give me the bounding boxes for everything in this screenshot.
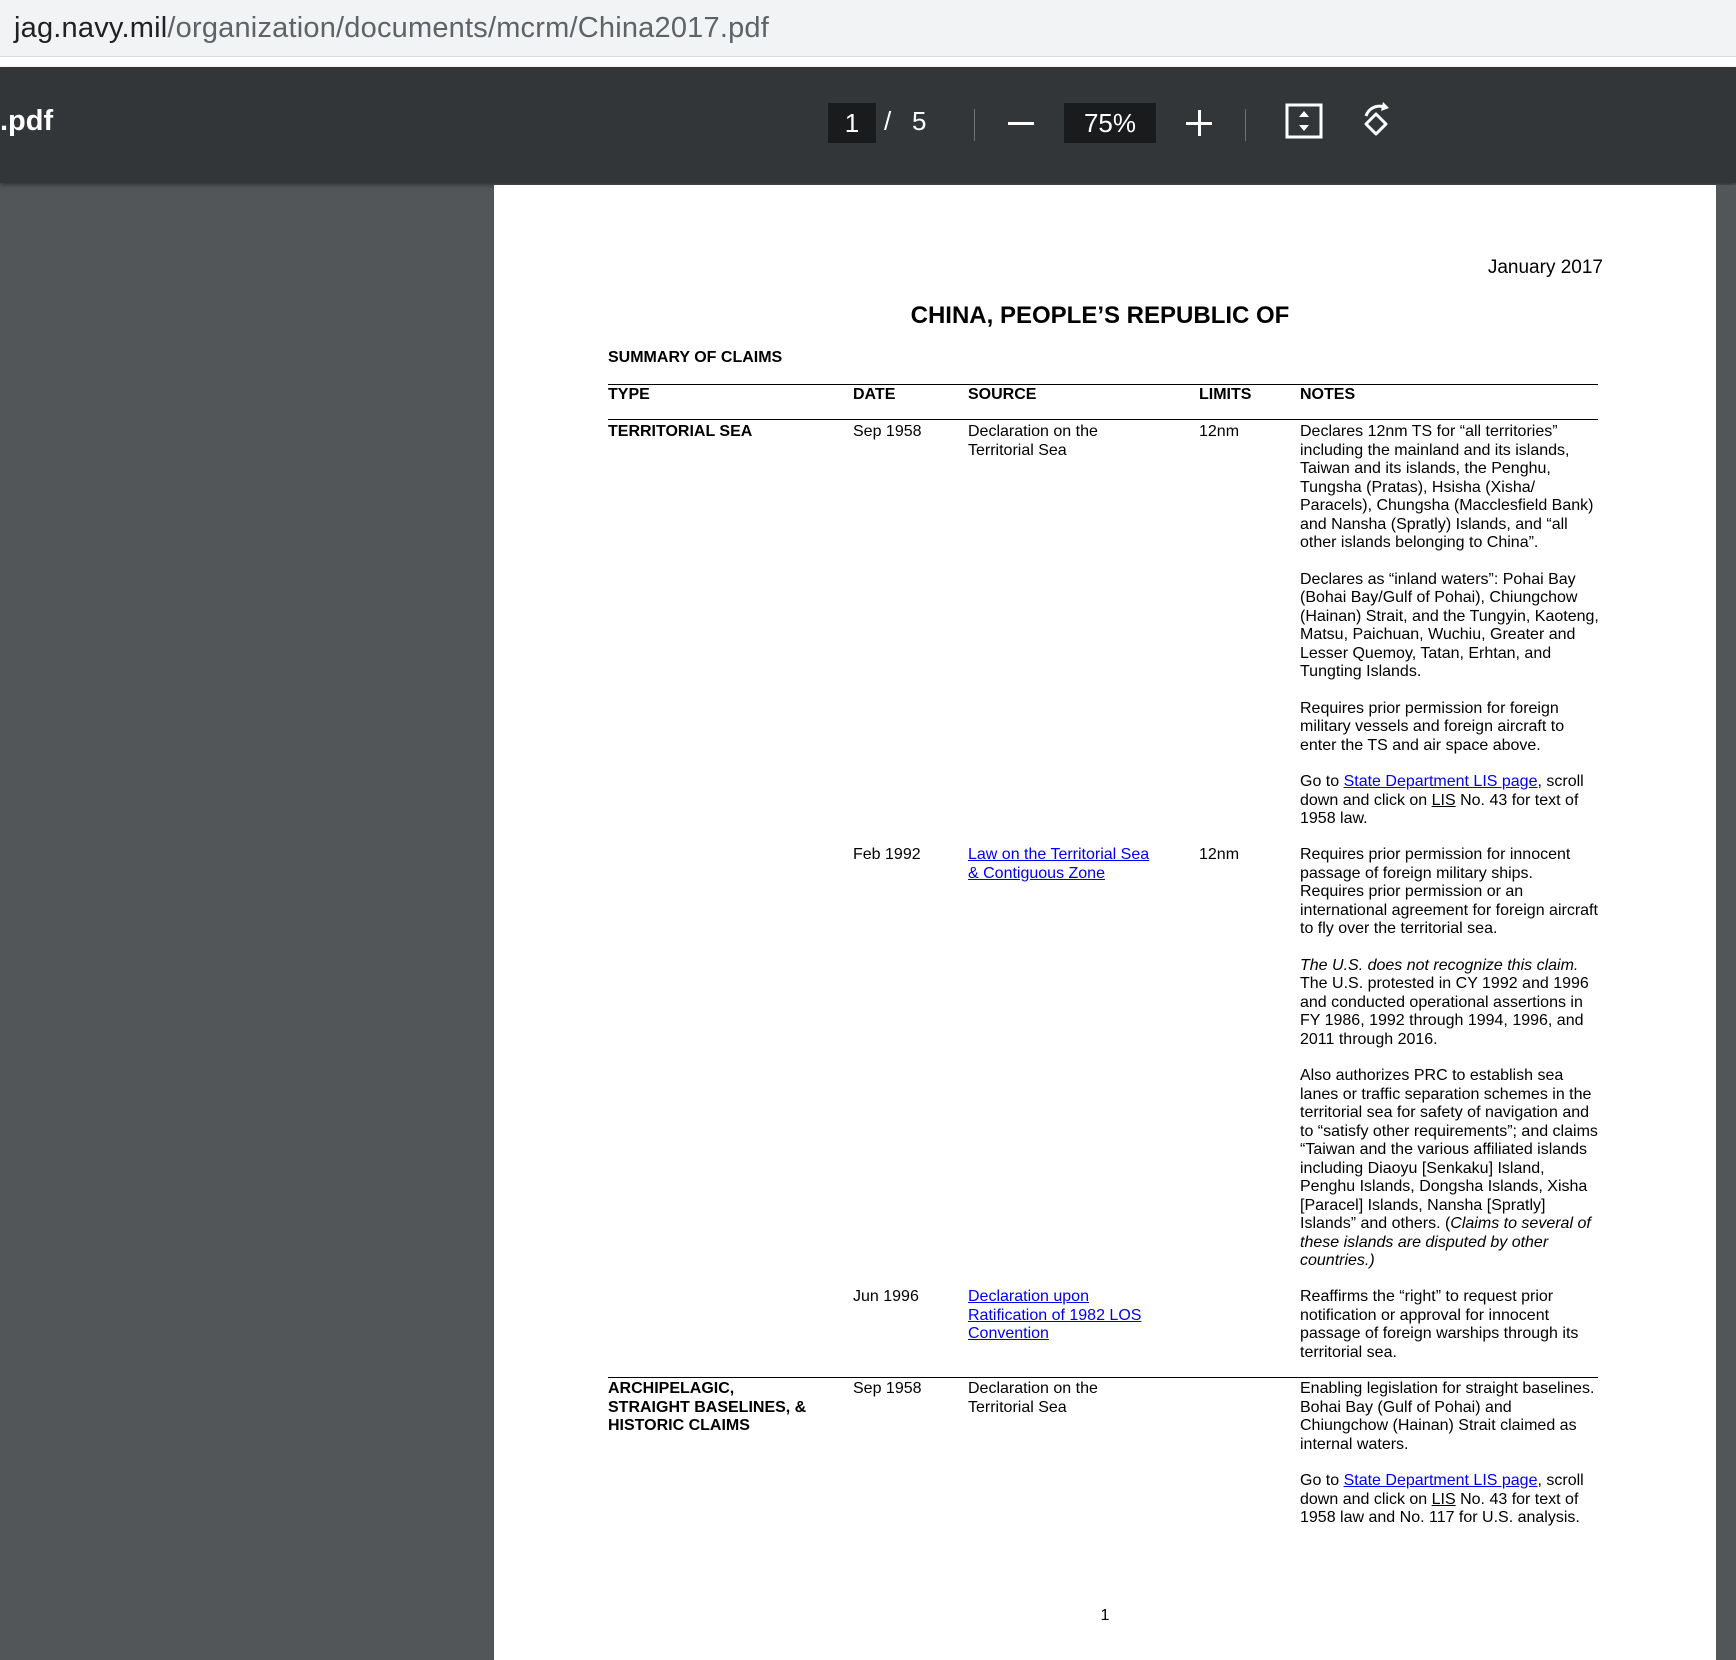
zoom-out-button[interactable] bbox=[1004, 105, 1040, 141]
declaration-ratification-link-line3[interactable]: Convention bbox=[968, 1325, 1049, 1342]
note-text: Islands” and others. ( bbox=[1300, 1215, 1451, 1232]
source-cell bbox=[968, 846, 1149, 883]
note-line: 2011 through 2016. bbox=[1300, 1030, 1438, 1048]
source-line: Territorial Sea bbox=[968, 1398, 1067, 1416]
notes-cell bbox=[1300, 1380, 1610, 1528]
source-cell bbox=[968, 423, 1098, 460]
note-text: No. 43 for text of bbox=[1455, 791, 1579, 809]
date-cell: Jun 1996 bbox=[853, 1288, 919, 1305]
type-archipelagic bbox=[608, 1380, 806, 1436]
source-cell bbox=[968, 1380, 1098, 1417]
law-territorial-sea-link[interactable]: Law on the Territorial Sea bbox=[968, 846, 1150, 863]
header-source: SOURCE bbox=[968, 386, 1037, 403]
note-text: Claims to several of bbox=[1450, 1215, 1591, 1232]
note-line: Taiwan and its islands, the Penghu, bbox=[1300, 460, 1551, 477]
note-line: enter the TS and air space above. bbox=[1300, 736, 1541, 754]
note-line: internal waters. bbox=[1300, 1435, 1409, 1453]
zoom-level-input[interactable]: 75% bbox=[1064, 103, 1156, 143]
note-line bbox=[1300, 1472, 1610, 1491]
rotate-icon bbox=[1356, 101, 1396, 141]
type-line: HISTORIC CLAIMS bbox=[608, 1417, 750, 1434]
document-title-heading bbox=[494, 302, 1716, 330]
fit-page-icon bbox=[1284, 101, 1324, 141]
note-text: Go to bbox=[1300, 773, 1344, 790]
note-line: countries.) bbox=[1300, 1252, 1375, 1269]
date-cell: Sep 1958 bbox=[853, 1380, 922, 1397]
header-limits: LIMITS bbox=[1199, 386, 1252, 403]
note-line: The U.S. protested in CY 1992 and 1996 bbox=[1300, 975, 1589, 992]
page-total: 5 bbox=[912, 106, 927, 136]
separator bbox=[0, 57, 1736, 67]
note-text: , scroll bbox=[1537, 1472, 1584, 1489]
date-cell: Sep 1958 bbox=[853, 423, 922, 440]
note-line: Reaffirms the “right” to request prior bbox=[1300, 1288, 1554, 1305]
header-notes: NOTES bbox=[1300, 386, 1356, 403]
url-path: /organization/documents/mcrm/China2017.pdf bbox=[167, 11, 769, 44]
page-separator: / bbox=[884, 106, 892, 136]
note-line: FY 1986, 1992 through 1994, 1996, and bbox=[1300, 1012, 1584, 1029]
toolbar-divider bbox=[1245, 109, 1246, 141]
type-territorial-sea: TERRITORIAL SEA bbox=[608, 423, 753, 440]
header-rule-top bbox=[608, 384, 1598, 385]
note-line: and Nansha (Spratly) Islands, and “all bbox=[1300, 515, 1568, 533]
lis-abbrev: LIS bbox=[1431, 1490, 1456, 1508]
fit-page-button[interactable] bbox=[1284, 101, 1324, 141]
note-text: No. 43 for text of bbox=[1455, 1490, 1579, 1508]
note-line: other islands belonging to China”. bbox=[1300, 534, 1539, 551]
lis-abbrev: LIS bbox=[1431, 791, 1456, 809]
summary-heading: SUMMARY OF CLAIMS bbox=[608, 349, 783, 366]
page-number: 1 bbox=[1100, 1607, 1110, 1624]
address-bar[interactable] bbox=[0, 0, 1736, 57]
header-type: TYPE bbox=[608, 386, 650, 403]
note-line: Matsu, Paichuan, Wuchiu, Greater and bbox=[1300, 626, 1576, 643]
note-line: Requires prior permission for foreign bbox=[1300, 699, 1559, 717]
declaration-ratification-link-line2[interactable]: Ratification of 1982 LOS bbox=[968, 1306, 1142, 1324]
state-department-lis-link[interactable]: State Department LIS page bbox=[1343, 773, 1538, 790]
zoom-in-button[interactable] bbox=[1182, 105, 1218, 141]
note-line bbox=[1300, 773, 1610, 792]
header-date: DATE bbox=[853, 386, 896, 403]
limits-cell: 12nm bbox=[1199, 423, 1240, 440]
note-line: including Diaoyu [Senkaku] Island, bbox=[1300, 1159, 1545, 1177]
note-line: to “satisfy other requirements”; and claims bbox=[1300, 1122, 1598, 1140]
note-line bbox=[1300, 792, 1610, 811]
pdf-page bbox=[494, 185, 1716, 1660]
pdf-toolbar bbox=[0, 67, 1736, 183]
note-line: Also authorizes PRC to establish sea bbox=[1300, 1067, 1564, 1084]
note-line: Declares as “inland waters”: Pohai Bay bbox=[1300, 570, 1576, 588]
document-title-text: CHINA, PEOPLE’S REPUBLIC OF bbox=[910, 302, 1290, 329]
document-date: January 2017 bbox=[1487, 257, 1603, 278]
notes-cell bbox=[1300, 1288, 1610, 1362]
toolbar-divider bbox=[974, 109, 975, 141]
source-line: Declaration on the bbox=[968, 423, 1098, 440]
url-host: jag.navy.mil bbox=[14, 11, 168, 44]
note-line: territorial sea for safety of navigation and bbox=[1300, 1104, 1590, 1121]
header-rule-bottom bbox=[608, 419, 1598, 420]
note-line: to fly over the territorial sea. bbox=[1300, 920, 1498, 937]
state-department-lis-link[interactable]: State Department LIS page bbox=[1343, 1472, 1538, 1489]
note-text: Go to bbox=[1300, 1472, 1344, 1489]
note-line: Tungting Islands. bbox=[1300, 663, 1422, 680]
note-line bbox=[1300, 1215, 1610, 1234]
note-line: notification or approval for innocent bbox=[1300, 1306, 1550, 1324]
viewer-background bbox=[1716, 185, 1736, 1660]
note-line bbox=[1300, 1491, 1610, 1510]
note-line: “Taiwan and the various affiliated islands bbox=[1300, 1141, 1587, 1158]
limits-cell: 12nm bbox=[1199, 846, 1240, 863]
note-line: lanes or traffic separation schemes in the bbox=[1300, 1085, 1592, 1103]
source-line: Declaration on the bbox=[968, 1380, 1098, 1397]
document-title: .pdf bbox=[0, 105, 54, 137]
notes-cell bbox=[1300, 423, 1610, 829]
note-line: (Hainan) Strait, and the Tungyin, Kaoteng, bbox=[1300, 607, 1599, 625]
rotate-button[interactable] bbox=[1356, 101, 1396, 141]
note-text: down and click on bbox=[1300, 1490, 1432, 1508]
note-text: down and click on bbox=[1300, 791, 1432, 809]
law-territorial-sea-link-line2[interactable]: & Contiguous Zone bbox=[968, 864, 1105, 882]
note-line: [Paracel] Islands, Nansha [Spratly] bbox=[1300, 1196, 1546, 1214]
notes-cell bbox=[1300, 846, 1610, 1271]
note-line: (Bohai Bay/Gulf of Pohai), Chiungchow bbox=[1300, 589, 1578, 606]
note-line: Requires prior permission or an bbox=[1300, 883, 1524, 900]
note-line: including the mainland and its islands, bbox=[1300, 441, 1570, 459]
note-line: Lesser Quemoy, Tatan, Erhtan, and bbox=[1300, 644, 1552, 662]
source-line: Territorial Sea bbox=[968, 441, 1067, 459]
note-line: Chiungchow (Hainan) Strait claimed as bbox=[1300, 1417, 1577, 1434]
source-cell bbox=[968, 1288, 1141, 1344]
note-line: passage of foreign military ships. bbox=[1300, 864, 1533, 882]
note-line: The U.S. does not recognize this claim. bbox=[1300, 956, 1579, 974]
note-line: Penghu Islands, Dongsha Islands, Xisha bbox=[1300, 1178, 1588, 1195]
declaration-ratification-link[interactable]: Declaration upon bbox=[968, 1288, 1089, 1305]
note-line: 1958 law. bbox=[1300, 810, 1368, 827]
type-line: ARCHIPELAGIC, bbox=[608, 1380, 735, 1397]
url-text[interactable] bbox=[14, 12, 769, 45]
note-line: Declares 12nm TS for “all territories” bbox=[1300, 423, 1558, 440]
note-line: Paracels), Chungsha (Macclesfield Bank) bbox=[1300, 497, 1594, 514]
note-line: 1958 law and No. 117 for U.S. analysis. bbox=[1300, 1509, 1580, 1526]
note-line: Tungsha (Pratas), Hsisha (Xisha/ bbox=[1300, 478, 1536, 496]
note-line: passage of foreign warships through its bbox=[1300, 1325, 1579, 1342]
note-line: military vessels and foreign aircraft to bbox=[1300, 718, 1565, 735]
note-line: these islands are disputed by other bbox=[1300, 1233, 1549, 1251]
note-line: international agreement for foreign aircraft bbox=[1300, 901, 1598, 919]
note-line: Enabling legislation for straight baselines. bbox=[1300, 1380, 1595, 1397]
note-line: and conducted operational assertions in bbox=[1300, 993, 1583, 1011]
note-line: Requires prior permission for innocent bbox=[1300, 846, 1571, 863]
type-line: STRAIGHT BASELINES, & bbox=[608, 1398, 807, 1416]
date-cell: Feb 1992 bbox=[853, 846, 921, 863]
row-divider bbox=[608, 1377, 1598, 1378]
note-text: , scroll bbox=[1537, 773, 1584, 790]
page-number-input[interactable]: 1 bbox=[828, 103, 876, 143]
note-line: territorial sea. bbox=[1300, 1343, 1397, 1361]
note-line: Bohai Bay (Gulf of Pohai) and bbox=[1300, 1398, 1512, 1416]
